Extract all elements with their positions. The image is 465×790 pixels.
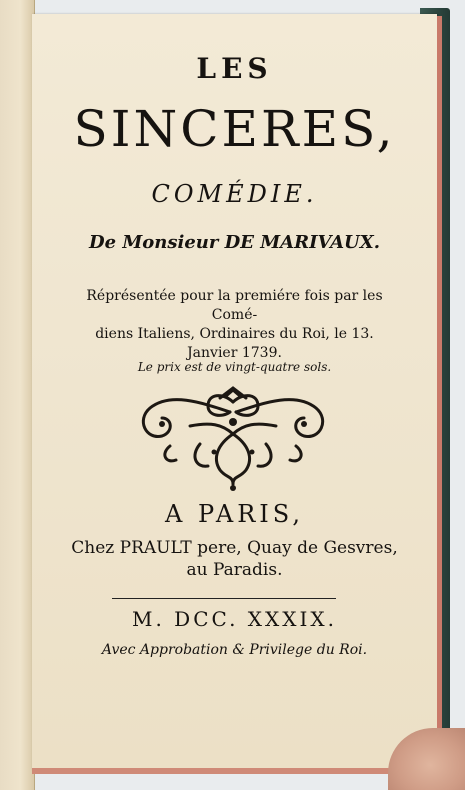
performance-line-3: Janvier 1739. [187,345,282,361]
publisher-line-2: au Paradis. [186,560,283,580]
performance-note [62,287,407,363]
performance-line-1: Réprésentée pour la premiére fois par les Comé- [86,288,383,323]
performance-line-2: diens Italiens, Ordinaires du Roi, le 13. [95,326,374,342]
title-prefix: LES [196,52,273,85]
book-title: SINCERES, [73,100,396,158]
author-line: De Monsieur DE MARIVAUX. [89,232,380,253]
publisher-line-1: Chez PRAULT pere, Quay de Gesvres, [71,538,398,558]
page-bottom-edge [32,768,437,774]
divider-rule [112,598,336,599]
privilege-line: Avec Approbation & Privilege du Roi. [101,642,368,658]
page-fore-edge [437,16,442,768]
imprint-city: A PARIS, [164,500,304,528]
publication-date: M. DCC. XXXIX. [131,607,338,631]
genre-label: COMÉDIE. [151,180,318,208]
facing-page-edge [0,0,35,790]
publisher-block [52,537,417,581]
fleuron-ornament-icon [130,384,336,492]
price-line: Le prix est de vingt-quatre sols. [137,360,332,374]
